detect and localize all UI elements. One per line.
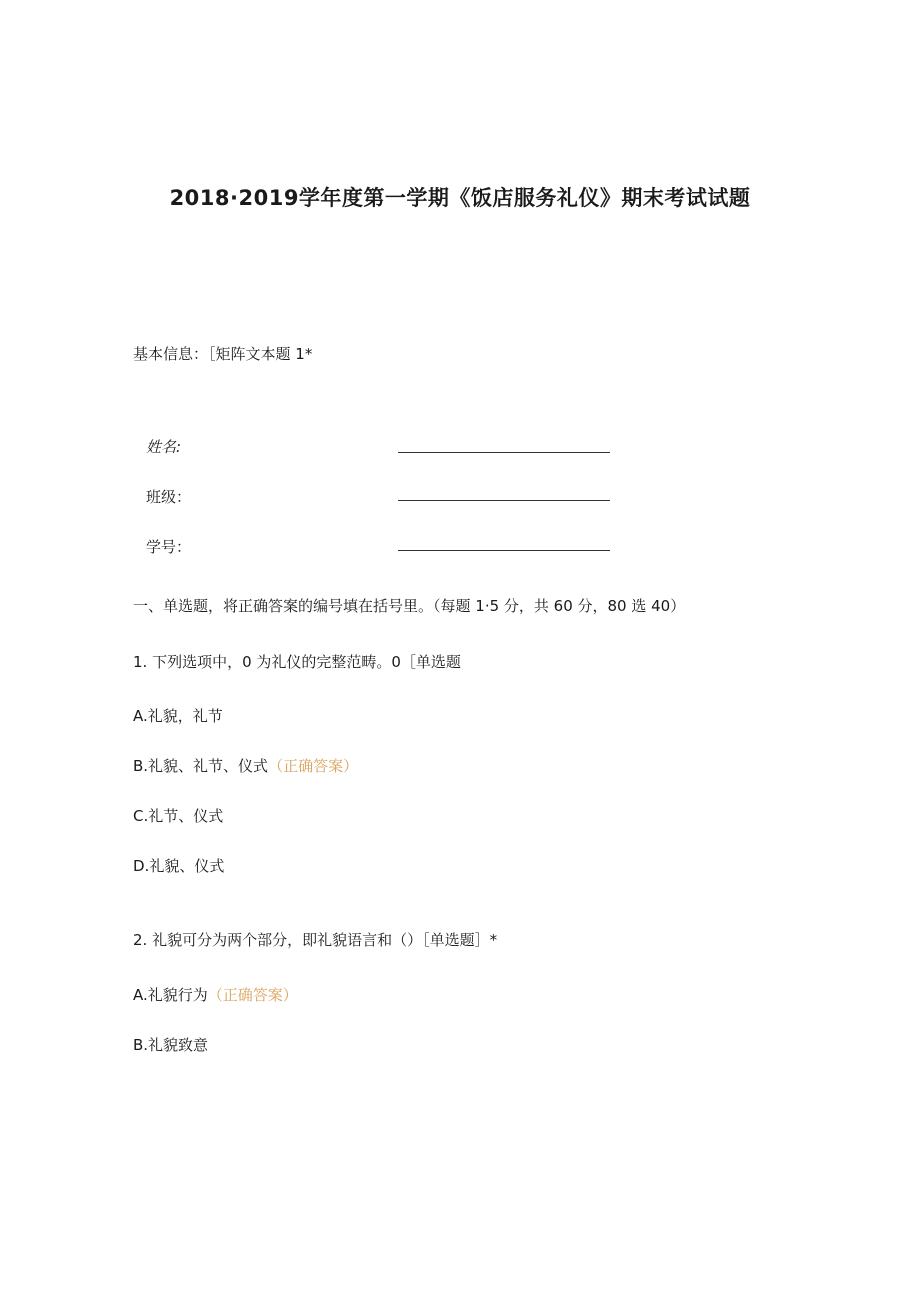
exam-title: 2018·2019学年度第一学期《饭店服务礼仪》期末考试试题 xyxy=(169,186,751,210)
option-text: B.礼貌、礼节、仪式 xyxy=(133,757,269,775)
question-1: 1. 下列选项中，0 为礼仪的完整范畴。0［单选题 xyxy=(133,653,461,671)
name-label: 姓名: xyxy=(146,438,182,456)
q1-option-d xyxy=(133,855,224,876)
student-id-blank[interactable] xyxy=(398,550,610,551)
section-heading: 一、单选题，将正确答案的编号填在括号里。（每题 1·5 分，共 60 分，80 选 40） xyxy=(133,597,686,615)
option-text: A.礼貌行为 xyxy=(133,986,208,1004)
q1-option-a xyxy=(133,705,223,726)
basic-info-heading: 基本信息：［矩阵文本题 1* xyxy=(133,345,313,363)
question-2: 2. 礼貌可分为两个部分，即礼貌语言和（）［单选题］* xyxy=(133,931,498,949)
option-text: C.礼节、仪式 xyxy=(133,807,224,825)
option-text: B.礼貌致意 xyxy=(133,1036,209,1054)
q1-option-b xyxy=(133,755,358,776)
correct-answer-tag: （正确答案） xyxy=(268,757,359,775)
student-id-label: 学号： xyxy=(146,538,192,556)
class-label: 班级： xyxy=(146,488,192,506)
name-blank[interactable] xyxy=(398,452,610,453)
option-text: A.礼貌，礼节 xyxy=(133,707,223,725)
q2-option-b xyxy=(133,1034,208,1055)
q1-option-c xyxy=(133,805,223,826)
class-blank[interactable] xyxy=(398,500,610,501)
correct-answer-tag: （正确答案） xyxy=(207,986,298,1004)
q2-option-a xyxy=(133,984,298,1005)
option-text: D.礼貌、仪式 xyxy=(133,857,225,875)
